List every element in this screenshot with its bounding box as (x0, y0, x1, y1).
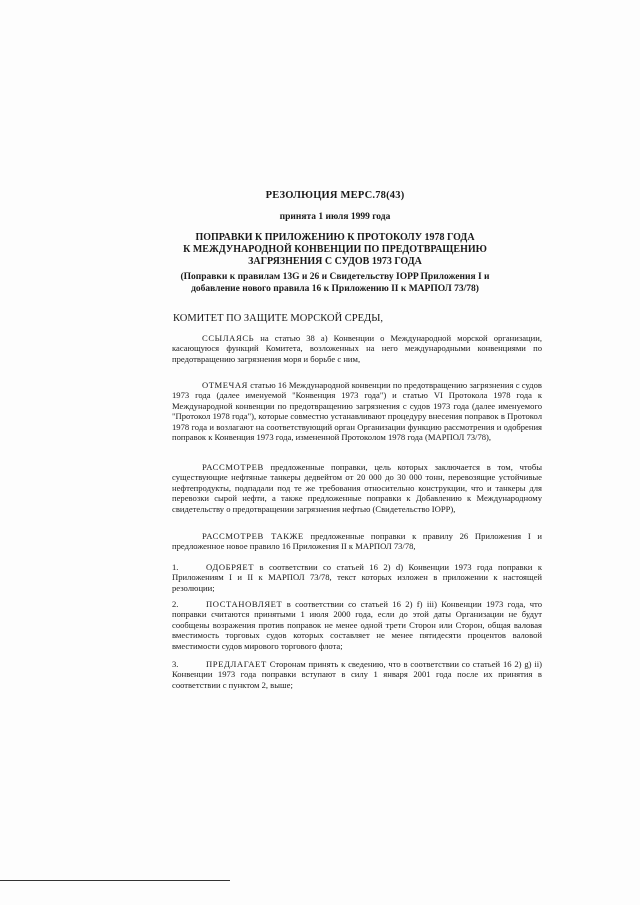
paragraph-text: предложенные поправки к правилу 26 Приложения I и предложенное новое правило 16 Приложения II к МАРПОЛ 73/78, (172, 531, 542, 552)
operative-paragraph-2 (172, 599, 542, 651)
amendments-scope (150, 271, 520, 295)
paragraph-keyword: РАССМОТРЕВ ТАКЖЕ (202, 531, 304, 541)
preamble-paragraph-4 (172, 531, 542, 552)
adoption-date: принята 1 июля 1999 года (279, 212, 391, 222)
footer-rule (0, 880, 230, 881)
resolution-title: РЕЗОЛЮЦИЯ МЕРС.78(43) (265, 190, 405, 201)
operative-paragraph-3 (172, 659, 542, 690)
paragraph-keyword: ПРЕДЛАГАЕТ (206, 659, 267, 669)
paragraph-text: предложенные поправки, цель которых заключается в том, чтобы существующие нефтяные танкеры дедвейтом от 20 000 до 30 000 тонн, перевозящие устойчивые нефтепродукты, подпадали под те же требования относительно конструкции, что и танкеры для перевозки сырой нефти, а также предложенные поправки к Добавлению к Международному свидетельству о предотвращении загрязнения нефтью (Свидетельство IOPP), (172, 462, 542, 514)
preamble-paragraph-1 (172, 333, 542, 364)
committee-name: КОМИТЕТ ПО ЗАЩИТЕ МОРСКОЙ СРЕДЫ, (173, 313, 383, 324)
scope-line: добавление нового правила 16 к Приложению II к МАРПОЛ 73/78) (191, 284, 479, 294)
paragraph-keyword: ОТМЕЧАЯ (202, 380, 248, 390)
paragraph-number: 2. (172, 599, 179, 609)
subtitle-line: К МЕЖДУНАРОДНОЙ КОНВЕНЦИИ ПО ПРЕДОТВРАЩЕНИЮ (183, 244, 487, 255)
paragraph-text: статью 16 Международной конвенции по предотвращению загрязнения с судов 1973 года (далее именуемой "Конвенция 1973 года") и статью VI Протокола 1978 года к Международной конвенции по предотвращению загрязнения с судов 1973 года (далее именуемого "Протокол 1978 года"), которые совместно устанавливают процедуру внесения поправок в Протокол 1978 года и возлагают на соответствующий орган Организации функцию рассмотрения и одобрения поправок к Конвенция 1973 года, измененной Протоколом 1978 года (МАРПОЛ 73/78), (172, 380, 542, 443)
operative-paragraph-1 (172, 562, 542, 593)
paragraph-text: Сторонам принять к сведению, что в соответствии со статьей 16 2) g) ii) Конвенции 1973 года поправки вступают в силу 1 января 2001 года после их принятия в соответствии с пунктом 2, выше; (172, 659, 542, 690)
paragraph-keyword: ССЫЛАЯСЬ (202, 333, 255, 343)
scope-line: (Поправки к правилам 13G и 26 и Свидетельству IOPP Приложения I и (180, 272, 490, 282)
resolution-subtitle (150, 232, 520, 268)
paragraph-keyword: ОДОБРЯЕТ (206, 562, 255, 572)
paragraph-text: в соответствии со статьей 16 2) d) Конвенции 1973 года поправки к Приложениям I и II к МАРПОЛ 73/78, текст которых изложен в приложении к настоящей резолюции; (172, 562, 542, 593)
paragraph-keyword: РАССМОТРЕВ (202, 462, 264, 472)
preamble-paragraph-2 (172, 380, 542, 442)
paragraph-keyword: ПОСТАНОВЛЯЕТ (206, 599, 283, 609)
subtitle-line: ПОПРАВКИ К ПРИЛОЖЕНИЮ К ПРОТОКОЛУ 1978 ГОДА (195, 232, 475, 243)
subtitle-line: ЗАГРЯЗНЕНИЯ С СУДОВ 1973 ГОДА (248, 256, 422, 267)
paragraph-number: 1. (172, 562, 179, 572)
paragraph-number: 3. (172, 659, 179, 669)
paragraph-text: в соответствии со статьей 16 2) f) iii) Конвенции 1973 года, что поправки считаются принятыми 1 июля 2000 года, если до этой даты Организации не будут сообщены возражения против поправок не менее одной трети Сторон или Сторон, общая валовая вместимость торговых судов которых составляет не менее пятидесяти процентов валовой вместимости судов мирового торгового флота; (172, 599, 542, 651)
preamble-paragraph-3 (172, 462, 542, 514)
paragraph-text: на статью 38 а) Конвенции о Международной морской организации, касающуюся функций Комитета, возложенных на него международными конвенциями по предотвращению загрязнения моря и борьбе с ним, (172, 333, 542, 364)
